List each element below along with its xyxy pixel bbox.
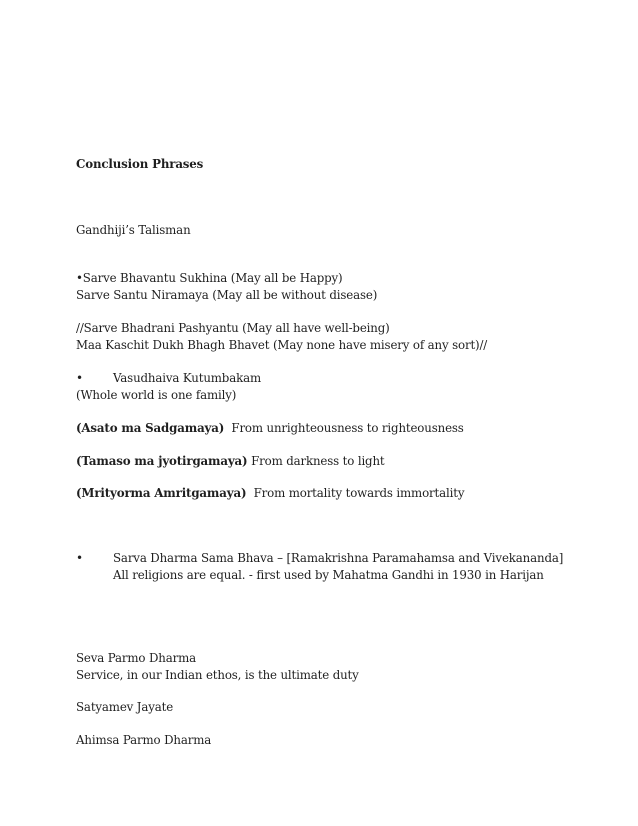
- sarva-line-2: All religions are equal. - first used by Mahatma Gandhi in 1930 in Harijan: [113, 568, 544, 582]
- mantra-line-3: [76, 485, 464, 502]
- mantra-english-1: From unrighteousness to righteousness: [224, 421, 464, 435]
- ahimsa-parmo-dharma: Ahimsa Parmo Dharma: [76, 733, 212, 747]
- bullet-sarva: •: [76, 551, 84, 565]
- vasudhaiva-meaning: (Whole world is one family): [76, 388, 237, 402]
- satyamev-jayate: Satyamev Jayate: [76, 700, 174, 714]
- sarva-line-1: Sarva Dharma Sama Bhava – [Ramakrishna Paramahamsa and Vivekananda]: [113, 551, 564, 565]
- mantra-sanskrit-2: (Tamaso ma jyotirgamaya): [76, 454, 248, 468]
- vasudhaiva-term: Vasudhaiva Kutumbakam: [113, 371, 262, 385]
- mantra-english-3: From mortality towards immortality: [246, 486, 465, 500]
- mantra-english-2: From darkness to light: [247, 454, 385, 468]
- talisman-heading: Gandhiji’s Talisman: [76, 223, 191, 237]
- mantra-line-2: [76, 453, 385, 470]
- mantra-line-1: [76, 420, 464, 437]
- sarve-line-2: Sarve Santu Niramaya (May all be without disease): [76, 288, 378, 302]
- section-title: Conclusion Phrases: [76, 157, 204, 171]
- seva-line-1: Seva Parmo Dharma: [76, 651, 197, 665]
- mantra-sanskrit-1: (Asato ma Sadgamaya): [76, 421, 225, 435]
- bullet-vasudhaiva: •: [76, 371, 84, 385]
- sarve-line-3: //Sarve Bhadrani Pashyantu (May all have well-being): [76, 321, 390, 335]
- sarve-line-4: Maa Kaschit Dukh Bhagh Bhavet (May none have misery of any sort)//: [76, 338, 488, 352]
- seva-line-2: Service, in our Indian ethos, is the ultimate duty: [76, 668, 359, 682]
- mantra-sanskrit-3: (Mrityorma Amritgamaya): [76, 486, 247, 500]
- sarve-line-1: •Sarve Bhavantu Sukhina (May all be Happy): [76, 271, 343, 285]
